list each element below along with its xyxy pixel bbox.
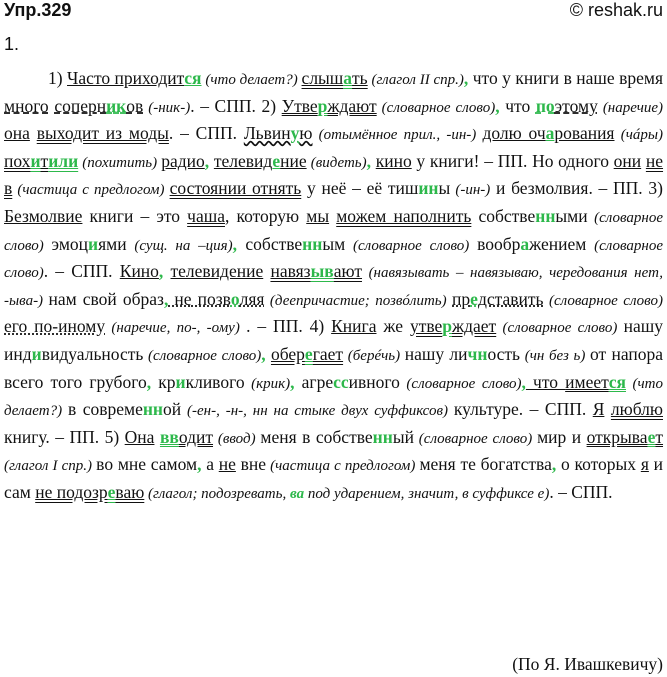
text-fragment: собстве	[471, 205, 536, 226]
text-fragment: кливого	[185, 371, 245, 392]
text-fragment: Она	[124, 426, 155, 447]
text-fragment: что	[525, 371, 566, 392]
text-fragment: нам свой образ	[48, 288, 164, 309]
text-fragment: (глагол I спр.)	[4, 458, 97, 475]
text-fragment: ждает	[452, 316, 497, 337]
text-fragment: одит	[178, 426, 214, 447]
text-fragment: нн	[535, 205, 556, 226]
text-fragment: (навязывать – навязываю, чередования нет, -ыва-)	[4, 265, 664, 309]
text-fragment: слыш	[301, 68, 344, 88]
text-fragment: ва	[289, 485, 305, 502]
text-fragment: (частица с предлогом)	[12, 182, 170, 199]
text-fragment: (глагол; подозревать,	[144, 485, 290, 502]
text-fragment: (чн без ь)	[520, 347, 590, 364]
text-fragment: нн	[302, 233, 323, 254]
text-fragment: же	[376, 316, 410, 337]
text-fragment: они	[613, 150, 642, 171]
text-fragment: долю оч	[482, 123, 546, 144]
text-fragment: (словарное слово)	[413, 430, 538, 447]
text-fragment: ние	[280, 150, 307, 171]
text-fragment: а	[343, 68, 353, 88]
text-fragment: ,	[463, 68, 469, 88]
text-fragment: можем наполнить	[336, 205, 472, 226]
text-fragment: ивного	[348, 371, 400, 392]
text-fragment: ы	[438, 178, 451, 199]
text-fragment: 2)	[261, 95, 282, 116]
text-fragment: ,	[158, 261, 164, 282]
site-watermark: © reshak.ru	[569, 0, 663, 20]
text-fragment: (чáры)	[614, 127, 664, 144]
text-fragment: ,	[495, 95, 500, 116]
text-fragment: что	[499, 95, 536, 116]
text-fragment: вообр	[477, 233, 521, 254]
text-fragment: (видеть)	[306, 154, 367, 171]
text-fragment: ый	[392, 426, 414, 447]
text-fragment: (что делает?)	[4, 375, 664, 420]
text-fragment: у книги! – ПП. Но одного	[411, 150, 614, 171]
text-fragment: (словарное слово)	[143, 347, 262, 364]
text-fragment: а	[520, 233, 530, 254]
text-fragment: дставить	[477, 288, 544, 309]
text-fragment: или	[48, 150, 79, 171]
text-fragment: книги – это	[82, 205, 188, 226]
text-fragment: а	[201, 454, 219, 475]
text-fragment: соперн	[54, 95, 107, 116]
text-fragment: и безмолвия. – ПП.	[490, 178, 649, 199]
text-fragment: ю	[299, 123, 313, 144]
text-fragment: Книга	[331, 316, 377, 337]
text-fragment: ыми	[555, 205, 588, 226]
text-fragment: навяз	[270, 261, 311, 282]
text-fragment: культуре. – СПП.	[453, 399, 593, 420]
text-fragment: ями	[98, 233, 127, 254]
text-fragment: под ударением, значит, в суффиксе е)	[304, 485, 550, 502]
text-fragment: Я	[592, 399, 605, 420]
text-fragment: о	[230, 288, 240, 309]
text-fragment: и	[30, 150, 41, 171]
text-fragment: ,	[551, 454, 557, 475]
text-fragment: кино	[375, 150, 412, 171]
text-fragment: выходит из моды	[36, 123, 169, 144]
text-fragment: его по-иному	[4, 316, 106, 337]
text-fragment: (словарное слово)	[4, 237, 663, 282]
text-fragment: и	[175, 371, 186, 392]
text-fragment: ов	[126, 95, 144, 116]
text-fragment: р	[317, 95, 328, 116]
text-fragment: , которую	[224, 205, 307, 226]
text-fragment: в совреме	[67, 399, 143, 420]
text-fragment: состоянии отнять	[169, 178, 302, 199]
text-fragment: и	[88, 233, 99, 254]
text-fragment: ,	[232, 233, 237, 254]
text-fragment: ,	[261, 343, 266, 364]
text-fragment: от напора всего того грубого	[4, 343, 663, 392]
text-fragment: ,	[521, 371, 526, 392]
text-fragment: не	[168, 288, 192, 309]
text-fragment: (наречие)	[597, 99, 664, 116]
text-fragment: (глагол II спр.)	[367, 72, 464, 88]
text-fragment: у	[290, 123, 300, 144]
text-fragment: не подозр	[35, 481, 108, 502]
text-fragment: по	[535, 95, 555, 116]
text-fragment: не	[218, 454, 236, 475]
text-fragment: телевидение	[170, 261, 264, 282]
text-fragment: много	[4, 95, 49, 116]
analysis-text	[4, 66, 663, 508]
text-fragment: (словарное слово)	[399, 375, 522, 392]
text-fragment: (-ин-)	[450, 182, 491, 199]
text-fragment: кр	[151, 371, 176, 392]
text-fragment: (-ен-, -н-, нн на стыке двух суффиксов)	[181, 403, 454, 420]
text-fragment: . – ПП.	[246, 316, 310, 337]
text-fragment: е	[647, 426, 656, 447]
exercise-title: Упр.329	[4, 0, 72, 20]
text-fragment: (словарное слово)	[345, 237, 478, 254]
text-fragment: пр	[452, 288, 471, 309]
text-fragment: Утве	[281, 95, 318, 116]
text-fragment: е	[304, 343, 313, 364]
text-fragment: Кино	[119, 261, 159, 282]
text-fragment: 1)	[48, 68, 68, 88]
text-fragment: ой	[163, 399, 182, 420]
text-fragment: (словарное слово)	[496, 320, 624, 337]
text-fragment: обер	[270, 343, 305, 364]
text-fragment: ин	[418, 178, 439, 199]
text-fragment: . – СПП.	[43, 261, 120, 282]
text-fragment: нн	[372, 426, 393, 447]
text-fragment: чаша	[187, 205, 225, 226]
text-fragment: ,	[366, 150, 371, 171]
text-fragment: открыва	[586, 426, 648, 447]
text-fragment: этому	[554, 95, 598, 116]
text-fragment: (берéчь)	[343, 347, 405, 364]
text-fragment: о которых	[556, 454, 641, 475]
text-fragment: (похитить)	[78, 154, 162, 171]
text-fragment: ,	[290, 371, 295, 392]
text-fragment: у неё – её тиш	[301, 178, 419, 199]
text-fragment: е	[107, 481, 116, 502]
text-fragment: имеет	[565, 371, 609, 392]
text-fragment: пох	[4, 150, 31, 171]
text-fragment: нашу инд	[4, 316, 664, 364]
text-fragment: (-ник-)	[143, 99, 191, 116]
text-fragment: (сущ. на –ция)	[126, 237, 233, 254]
text-fragment: и сам	[4, 454, 663, 502]
text-fragment: ,	[163, 288, 169, 309]
text-fragment: ыв	[310, 261, 334, 282]
text-fragment: е	[470, 288, 478, 309]
text-fragment: рования	[554, 123, 615, 144]
text-fragment: (что делает?)	[201, 72, 302, 88]
text-fragment: утве	[409, 316, 443, 337]
text-fragment: вв	[159, 426, 179, 447]
text-fragment: (отымённое прил., -ин-)	[312, 127, 483, 144]
text-fragment: (словарное слово)	[4, 209, 664, 254]
text-fragment: мир и	[537, 426, 587, 447]
text-fragment: нн	[142, 399, 164, 420]
text-fragment: Безмолвие	[4, 205, 83, 226]
text-fragment: ваю	[115, 481, 145, 502]
text-fragment: р	[442, 316, 453, 337]
text-fragment: собстве	[237, 233, 303, 254]
text-fragment: 3)	[648, 178, 663, 199]
text-fragment: ость	[487, 343, 521, 364]
text-fragment: (словарное слово)	[376, 99, 496, 116]
text-fragment: телевид	[213, 150, 273, 171]
text-fragment: и	[31, 343, 42, 364]
text-fragment: она	[4, 123, 30, 144]
text-fragment: ляя	[239, 288, 265, 309]
text-fragment: (словарное слово)	[543, 292, 663, 309]
text-fragment: гает	[312, 343, 344, 364]
text-fragment: люблю	[610, 399, 663, 420]
text-fragment: видуальность	[41, 343, 144, 364]
text-fragment: меня в собстве	[260, 426, 373, 447]
text-fragment: мы	[306, 205, 330, 226]
text-fragment: ждают	[327, 95, 377, 116]
text-fragment: я	[640, 454, 649, 475]
text-fragment: жением	[529, 233, 587, 254]
text-fragment: . – СПП.	[549, 481, 613, 502]
author-credit: (По Я. Ивашкевичу)	[512, 654, 663, 674]
text-fragment: (ввод)	[213, 430, 261, 447]
text-fragment: ,	[204, 150, 210, 171]
text-fragment: (деепричастие; позвóлить)	[264, 292, 453, 309]
text-fragment: агре	[294, 371, 334, 392]
text-fragment: (частица с предлогом)	[266, 458, 420, 475]
text-fragment: нашу ли	[404, 343, 468, 364]
text-fragment: ,	[146, 371, 152, 392]
text-fragment: сс	[333, 371, 349, 392]
text-fragment: ик	[106, 95, 127, 116]
text-fragment: ают	[333, 261, 362, 282]
word: Часто приходит	[67, 68, 185, 88]
text-fragment: ся	[184, 68, 202, 88]
text-fragment: ,	[197, 454, 202, 475]
text-fragment: во мне самом	[96, 454, 198, 475]
text-fragment: т	[40, 150, 49, 171]
text-fragment: радио	[161, 150, 205, 171]
text-fragment: ся	[608, 371, 627, 392]
text-fragment: т	[655, 426, 664, 447]
text-fragment: ым	[322, 233, 346, 254]
text-fragment: (крик)	[244, 375, 291, 392]
text-fragment: вне	[235, 454, 267, 475]
task-number: 1.	[4, 34, 20, 54]
text-fragment: (наречие, по-, -ому)	[105, 320, 247, 337]
text-fragment: что у книги в наше время	[468, 68, 663, 88]
text-fragment: позв	[191, 288, 231, 309]
text-fragment: е	[272, 150, 281, 171]
text-fragment: чн	[467, 343, 488, 364]
text-fragment: эмоц	[51, 233, 89, 254]
text-fragment: меня те богатства	[419, 454, 552, 475]
text-fragment: Львин	[243, 123, 291, 144]
text-fragment: книгу. – ПП.	[4, 426, 105, 447]
text-fragment: . – СПП.	[190, 95, 262, 116]
text-fragment: 4)	[309, 316, 332, 337]
text-fragment: не в	[4, 150, 664, 199]
text-fragment: 5)	[104, 426, 125, 447]
text-fragment: а	[545, 123, 555, 144]
page-header	[4, 0, 663, 24]
text-fragment: . – СПП.	[168, 123, 244, 144]
text-fragment: ть	[352, 68, 368, 88]
